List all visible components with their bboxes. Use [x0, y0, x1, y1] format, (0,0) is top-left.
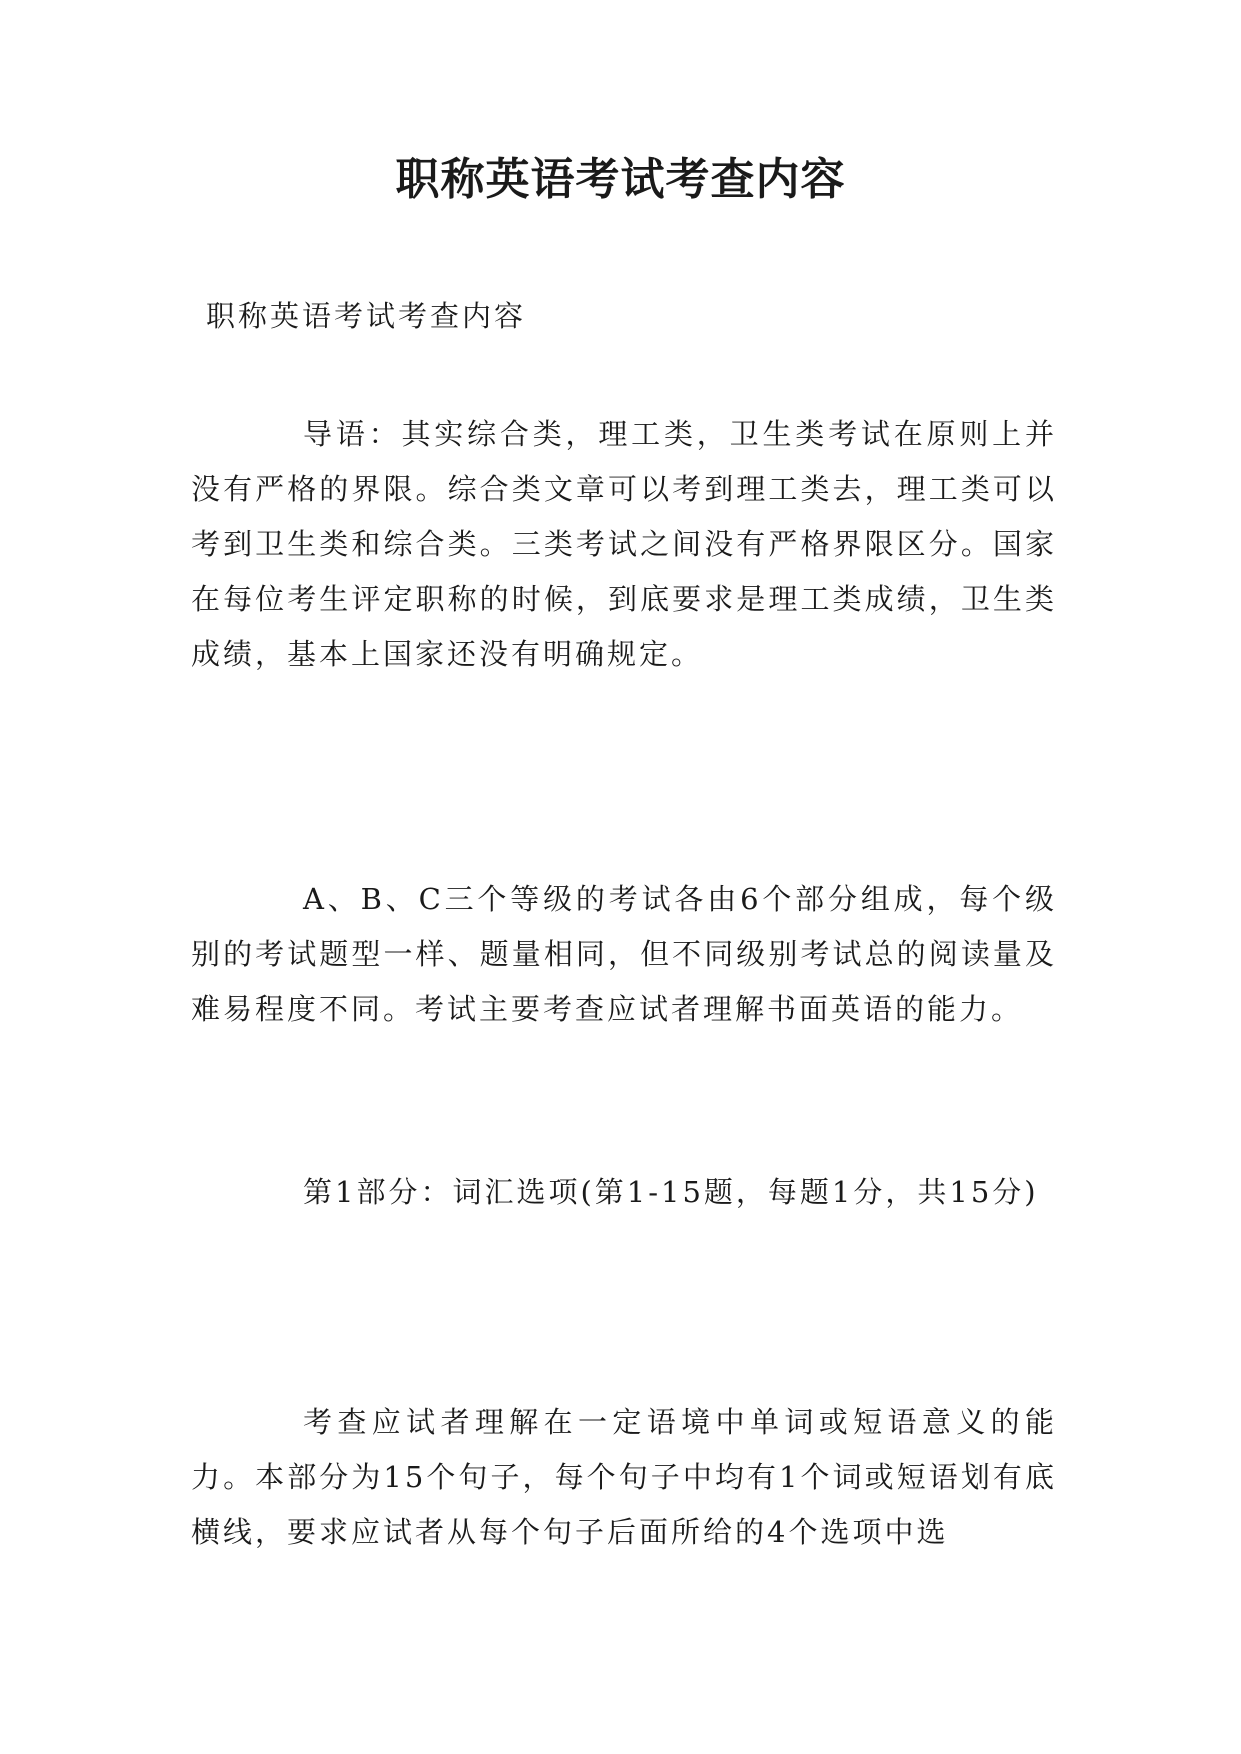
- paragraph-levels: A、B、C三个等级的考试各由6个部分组成，每个级别的考试题型一样、题量相同，但不同级别考试总的阅读量及难易程度不同。考试主要考查应试者理解书面英语的能力。: [191, 882, 1057, 1026]
- paragraph-intro: 导语：其实综合类，理工类，卫生类考试在原则上并没有严格的界限。综合类文章可以考到理工类去，理工类可以考到卫生类和综合类。三类考试之间没有严格界限区分。国家在每位考生评定职称的时候，到底要求是理工类成绩，卫生类成绩，基本上国家还没有明确规定。: [191, 417, 1057, 671]
- document-subtitle: 职称英语考试考查内容: [206, 299, 527, 333]
- paragraph-part1-heading: 第1部分：词汇选项(第1-15题，每题1分，共15分): [303, 1175, 1039, 1209]
- document-title: 职称英语考试考查内容: [395, 154, 846, 205]
- paragraph-part1-description: 考查应试者理解在一定语境中单词或短语意义的能力。本部分为15个句子，每个句子中均有1个词或短语划有底横线，要求应试者从每个句子后面所给的4个选项中选: [191, 1405, 1057, 1549]
